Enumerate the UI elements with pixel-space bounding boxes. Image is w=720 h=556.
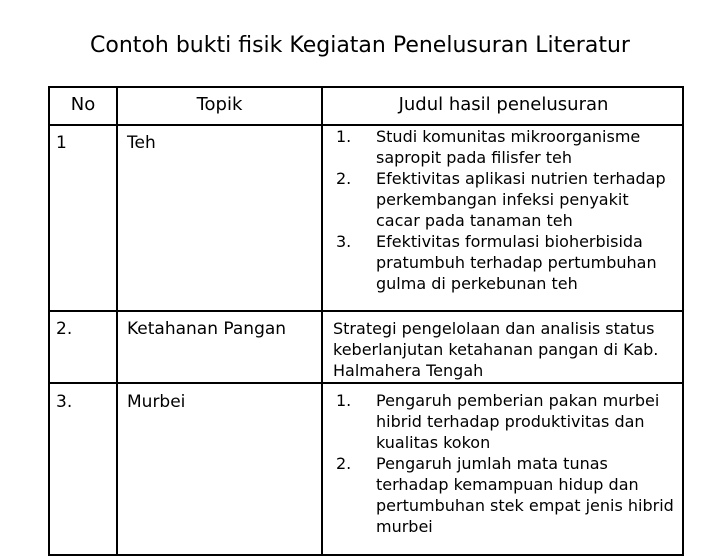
literature-table — [48, 86, 684, 556]
list-item — [331, 168, 676, 231]
list-item — [331, 231, 676, 294]
row-3-results — [331, 390, 676, 537]
item-number: 1. — [336, 391, 352, 410]
item-number: 3. — [336, 232, 352, 251]
table-divider — [321, 88, 323, 554]
item-number: 2. — [336, 169, 352, 188]
item-text: Pengaruh pemberian pakan murbei hibrid terhadap produktivitas dan kualitas kokon — [376, 391, 660, 452]
header-topik: Topik — [196, 94, 243, 115]
list-item — [331, 390, 676, 453]
list-item — [331, 126, 676, 168]
header-judul: Judul hasil penelusuran — [398, 94, 609, 115]
row-1-results — [331, 126, 676, 294]
table-divider — [50, 382, 682, 384]
item-text: Pengaruh jumlah mata tunas terhadap kemampuan hidup dan pertumbuhan stek empat jenis hibrid murbei — [376, 454, 674, 536]
row-1-topic: Teh — [127, 133, 156, 153]
item-text: Efektivitas aplikasi nutrien terhadap perkembangan infeksi penyakit cacar pada tanaman teh — [376, 169, 666, 230]
row-2-no: 2. — [56, 319, 73, 339]
row-2-topic: Ketahanan Pangan — [127, 319, 287, 339]
item-text: Efektivitas formulasi bioherbisida pratumbuh terhadap pertumbuhan gulma di perkebunan teh — [376, 232, 657, 293]
row-1-no: 1 — [56, 133, 67, 153]
row-3-no: 3. — [56, 392, 73, 412]
table-divider — [116, 88, 118, 554]
table-divider — [50, 310, 682, 312]
header-no: No — [70, 94, 96, 115]
row-3-topic: Murbei — [127, 392, 186, 412]
item-number: 1. — [336, 127, 352, 146]
item-number: 2. — [336, 454, 352, 473]
item-text: Studi komunitas mikroorganisme sapropit pada filisfer teh — [376, 127, 641, 167]
page-title: Contoh bukti fisik Kegiatan Penelusuran Literatur — [90, 33, 630, 58]
row-2-result: Strategi pengelolaan dan analisis status keberlanjutan ketahanan pangan di Kab. Halmahera Tengah — [333, 319, 659, 380]
list-item — [331, 453, 676, 537]
